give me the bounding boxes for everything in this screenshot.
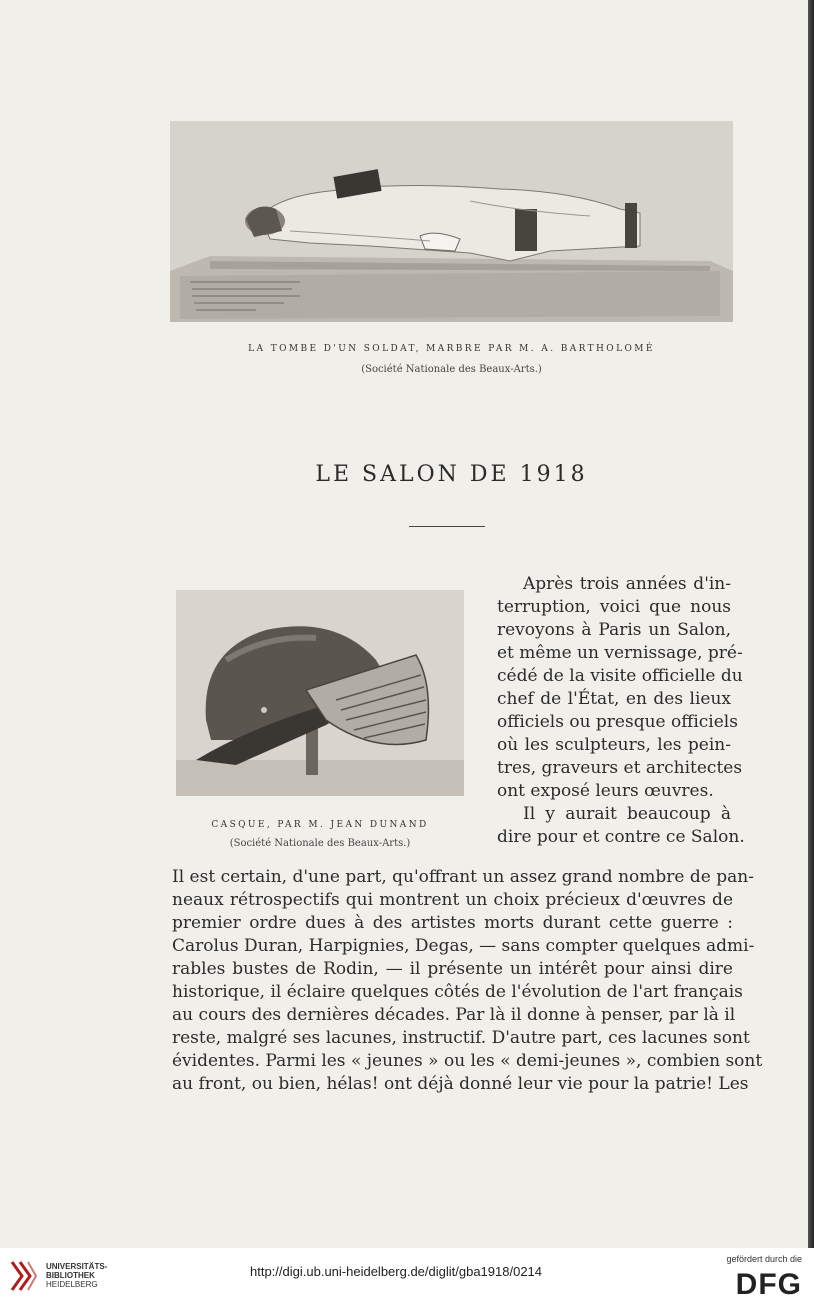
text-line: terruption, voici que nous <box>497 597 731 617</box>
helmet-figure-credit: (Société Nationale des Beaux-Arts.) <box>229 838 411 849</box>
text-line: ont exposé leurs œuvres. <box>497 781 714 801</box>
permalink-url[interactable]: http://digi.ub.uni-heidelberg.de/diglit/gba1918/0214 <box>250 1264 543 1279</box>
text-line: Il est certain, d'une part, qu'offrant un assez grand nombre de pan- <box>172 867 754 887</box>
text-line: neaux rétrospectifs qui montrent un choix précieux d'œuvres de <box>172 890 733 910</box>
tomb-sculpture-illustration <box>170 121 733 322</box>
viewer-footer <box>0 1248 814 1306</box>
text-line: revoyons à Paris un Salon, <box>497 620 731 640</box>
text-line: évidentes. Parmi les « jeunes » ou les « demi-jeunes », combien sont <box>172 1051 763 1071</box>
text-line: premier ordre dues à des artistes morts durant cette guerre : <box>172 913 733 933</box>
text-line: et même un vernissage, pré- <box>497 643 743 663</box>
text-line: où les sculpteurs, les pein- <box>497 735 731 755</box>
library-name-line2: BIBLIOTHEK <box>46 1271 95 1280</box>
article-intro-column <box>497 573 745 849</box>
helmet-figure-caption: CASQUE, PAR M. JEAN DUNAND <box>211 820 429 830</box>
helmet-image <box>176 590 464 796</box>
title-divider <box>409 526 485 527</box>
article-title: LE SALON DE 1918 <box>315 462 588 487</box>
text-line: Carolus Duran, Harpignies, Degas, — sans compter quelques admi- <box>172 936 755 956</box>
helmet-illustration <box>176 590 464 796</box>
text-line: au cours des dernières décades. Par là il donne à penser, par là il <box>172 1005 736 1025</box>
article-body <box>172 866 763 1096</box>
text-line: cédé de la visite officielle du <box>497 666 743 686</box>
text-line: officiels ou presque officiels <box>497 712 738 732</box>
text-line: Après trois années d'in- <box>523 574 731 594</box>
text-line: reste, malgré ses lacunes, instructif. D'autre part, ces lacunes sont <box>172 1028 750 1048</box>
tomb-figure-caption: LA TOMBE D'UN SOLDAT, MARBRE PAR M. A. BARTHOLOMÉ <box>248 344 655 354</box>
text-line: chef de l'État, en des lieux <box>497 689 731 709</box>
text-line: tres, graveurs et architectes <box>497 758 743 778</box>
text-line: Il y aurait beaucoup à <box>523 804 731 824</box>
page-edge-shadow <box>808 0 814 1248</box>
text-line: au front, ou bien, hélas! ont déjà donné leur vie pour la patrie! Les <box>172 1074 749 1094</box>
funding-note: gefördert durch die <box>726 1254 802 1264</box>
library-name-line1: UNIVERSITÄTS- <box>46 1262 108 1271</box>
tomb-figure-credit: (Société Nationale des Beaux-Arts.) <box>361 364 542 375</box>
text-line: historique, il éclaire quelques côtés de l'évolution de l'art français <box>172 982 743 1002</box>
university-library-logo-icon <box>8 1258 38 1294</box>
text-line: rables bustes de Rodin, — il présente un intérêt pour ainsi dire <box>172 959 733 979</box>
dfg-logo[interactable]: DFG <box>735 1268 802 1301</box>
library-name[interactable] <box>46 1262 107 1289</box>
library-name-line3: HEIDELBERG <box>46 1280 98 1289</box>
tomb-sculpture-image <box>170 121 733 322</box>
text-line: dire pour et contre ce Salon. <box>497 827 745 847</box>
